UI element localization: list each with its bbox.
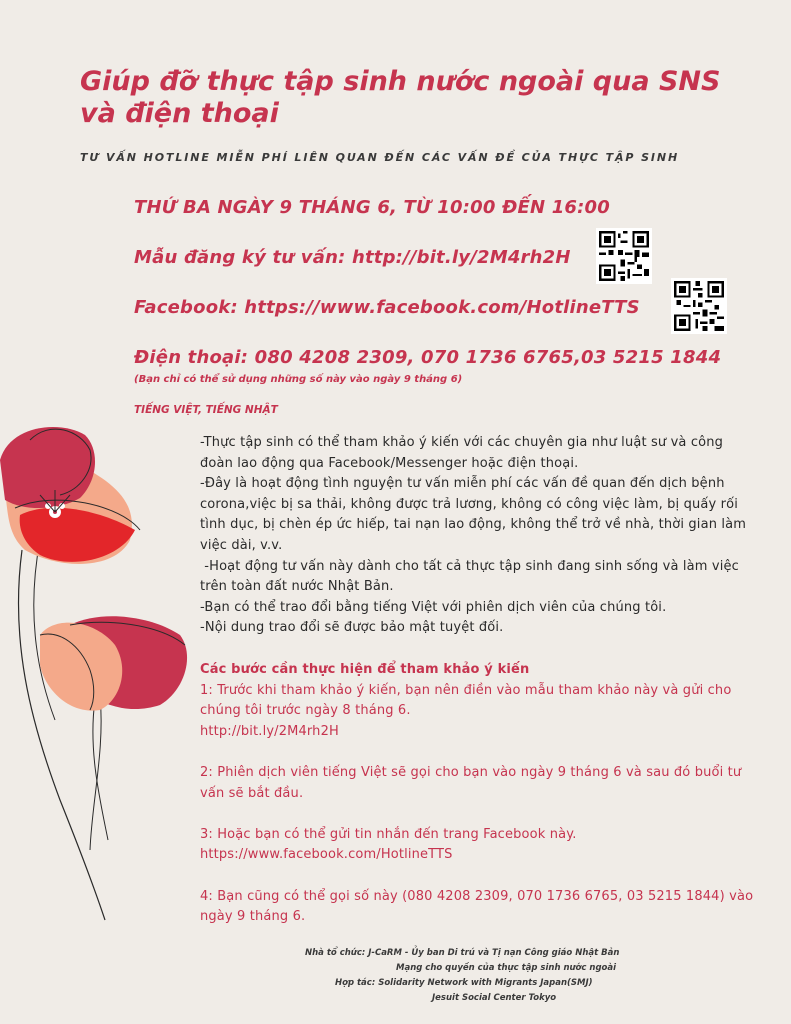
- footer-cooperation: Hợp tác: Solidarity Network with Migrants Japan(SMJ): [335, 978, 593, 988]
- footer-organizer-2: Mạng cho quyền của thực tập sinh nước ngoài: [396, 963, 617, 973]
- phone-note: (Bạn chỉ có thể sử dụng những số này vào ngày 9 tháng 6): [134, 374, 463, 385]
- step-1: 1: Trước khi tham khảo ý kiến, bạn nên điền vào mẫu tham khảo này và gửi cho chúng tôi trước ngày 8 tháng 6.: [200, 682, 732, 719]
- facebook-line[interactable]: Facebook: https://www.facebook.com/HotlineTTS: [134, 297, 640, 318]
- qr-code-icon: [671, 278, 727, 334]
- step-4: 4: Bạn cũng có thể gọi số này (080 4208 2309, 070 1736 6765, 03 5215 1844) vào ngày 9 tháng 6.: [200, 888, 754, 925]
- body-paragraph: -Thực tập sinh có thể tham khảo ý kiến với các chuyên gia như luật sư và công đoàn lao động qua Facebook/Messenger hoặc điện thoại.: [200, 435, 724, 471]
- qr-code-icon: [596, 228, 652, 284]
- body-paragraph: -Bạn có thể trao đổi bằng tiếng Việt với phiên dịch viên của chúng tôi.: [200, 599, 667, 615]
- step-3-link[interactable]: https://www.facebook.com/HotlineTTS: [200, 847, 453, 863]
- body-paragraph: -Đây là hoạt động tình nguyện tư vấn miễn phí các vấn đề quan đến dịch bệnh corona,việc bị sa thải, không được trả lương, không có công việc làm, bị quấy rối tình dục, bị chèn ép ức hiếp, tai nạn lao động, không thể trở về nhà, thời gian làm việc dài, v.v.: [200, 476, 747, 553]
- step-1-link[interactable]: http://bit.ly/2M4rh2H: [200, 723, 339, 739]
- steps-heading: Các bước cần thực hiện để tham khảo ý kiến: [200, 662, 530, 677]
- phone-line: Điện thoại: 080 4208 2309, 070 1736 6765,03 5215 1844: [134, 347, 722, 368]
- languages: TIẾNG VIỆT, TIẾNG NHẬT: [134, 404, 278, 416]
- footer-credits: [0, 946, 660, 1006]
- form-line[interactable]: Mẫu đăng ký tư vấn: http://bit.ly/2M4rh2H: [134, 247, 571, 268]
- body-text: [200, 433, 760, 639]
- body-paragraph: -Nội dung trao đổi sẽ được bảo mật tuyệt đối.: [200, 620, 504, 636]
- date-line: THỨ BA NGÀY 9 THÁNG 6, TỪ 10:00 ĐẾN 16:00: [134, 197, 611, 218]
- step-3: 3: Hoặc bạn có thể gửi tin nhắn đến trang Facebook này.: [200, 826, 577, 842]
- body-paragraph: -Hoạt động tư vấn này dành cho tất cả thực tập sinh đang sinh sống và làm việc trên toàn đất nước Nhật Bản.: [200, 558, 744, 595]
- subtitle: TƯ VẤN HOTLINE MIỄN PHÍ LIÊN QUAN ĐẾN CÁC VẤN ĐỀ CỦA THỰC TẬP SINH: [80, 151, 680, 164]
- steps-section: [200, 660, 760, 928]
- flower-illustration: [0, 420, 200, 940]
- footer-organizer: Nhà tổ chức: J-CaRM - Ủy ban Di trú và Tị nạn Công giáo Nhật Bản: [305, 948, 620, 958]
- step-2: 2: Phiên dịch viên tiếng Việt sẽ gọi cho bạn vào ngày 9 tháng 6 và sau đó buổi tư vấn sẽ bắt đầu.: [200, 764, 742, 801]
- page-title: Giúp đỡ thực tập sinh nước ngoài qua SNS và điện thoại: [80, 66, 721, 129]
- footer-cooperation-2: Jesuit Social Center Tokyo: [432, 993, 557, 1003]
